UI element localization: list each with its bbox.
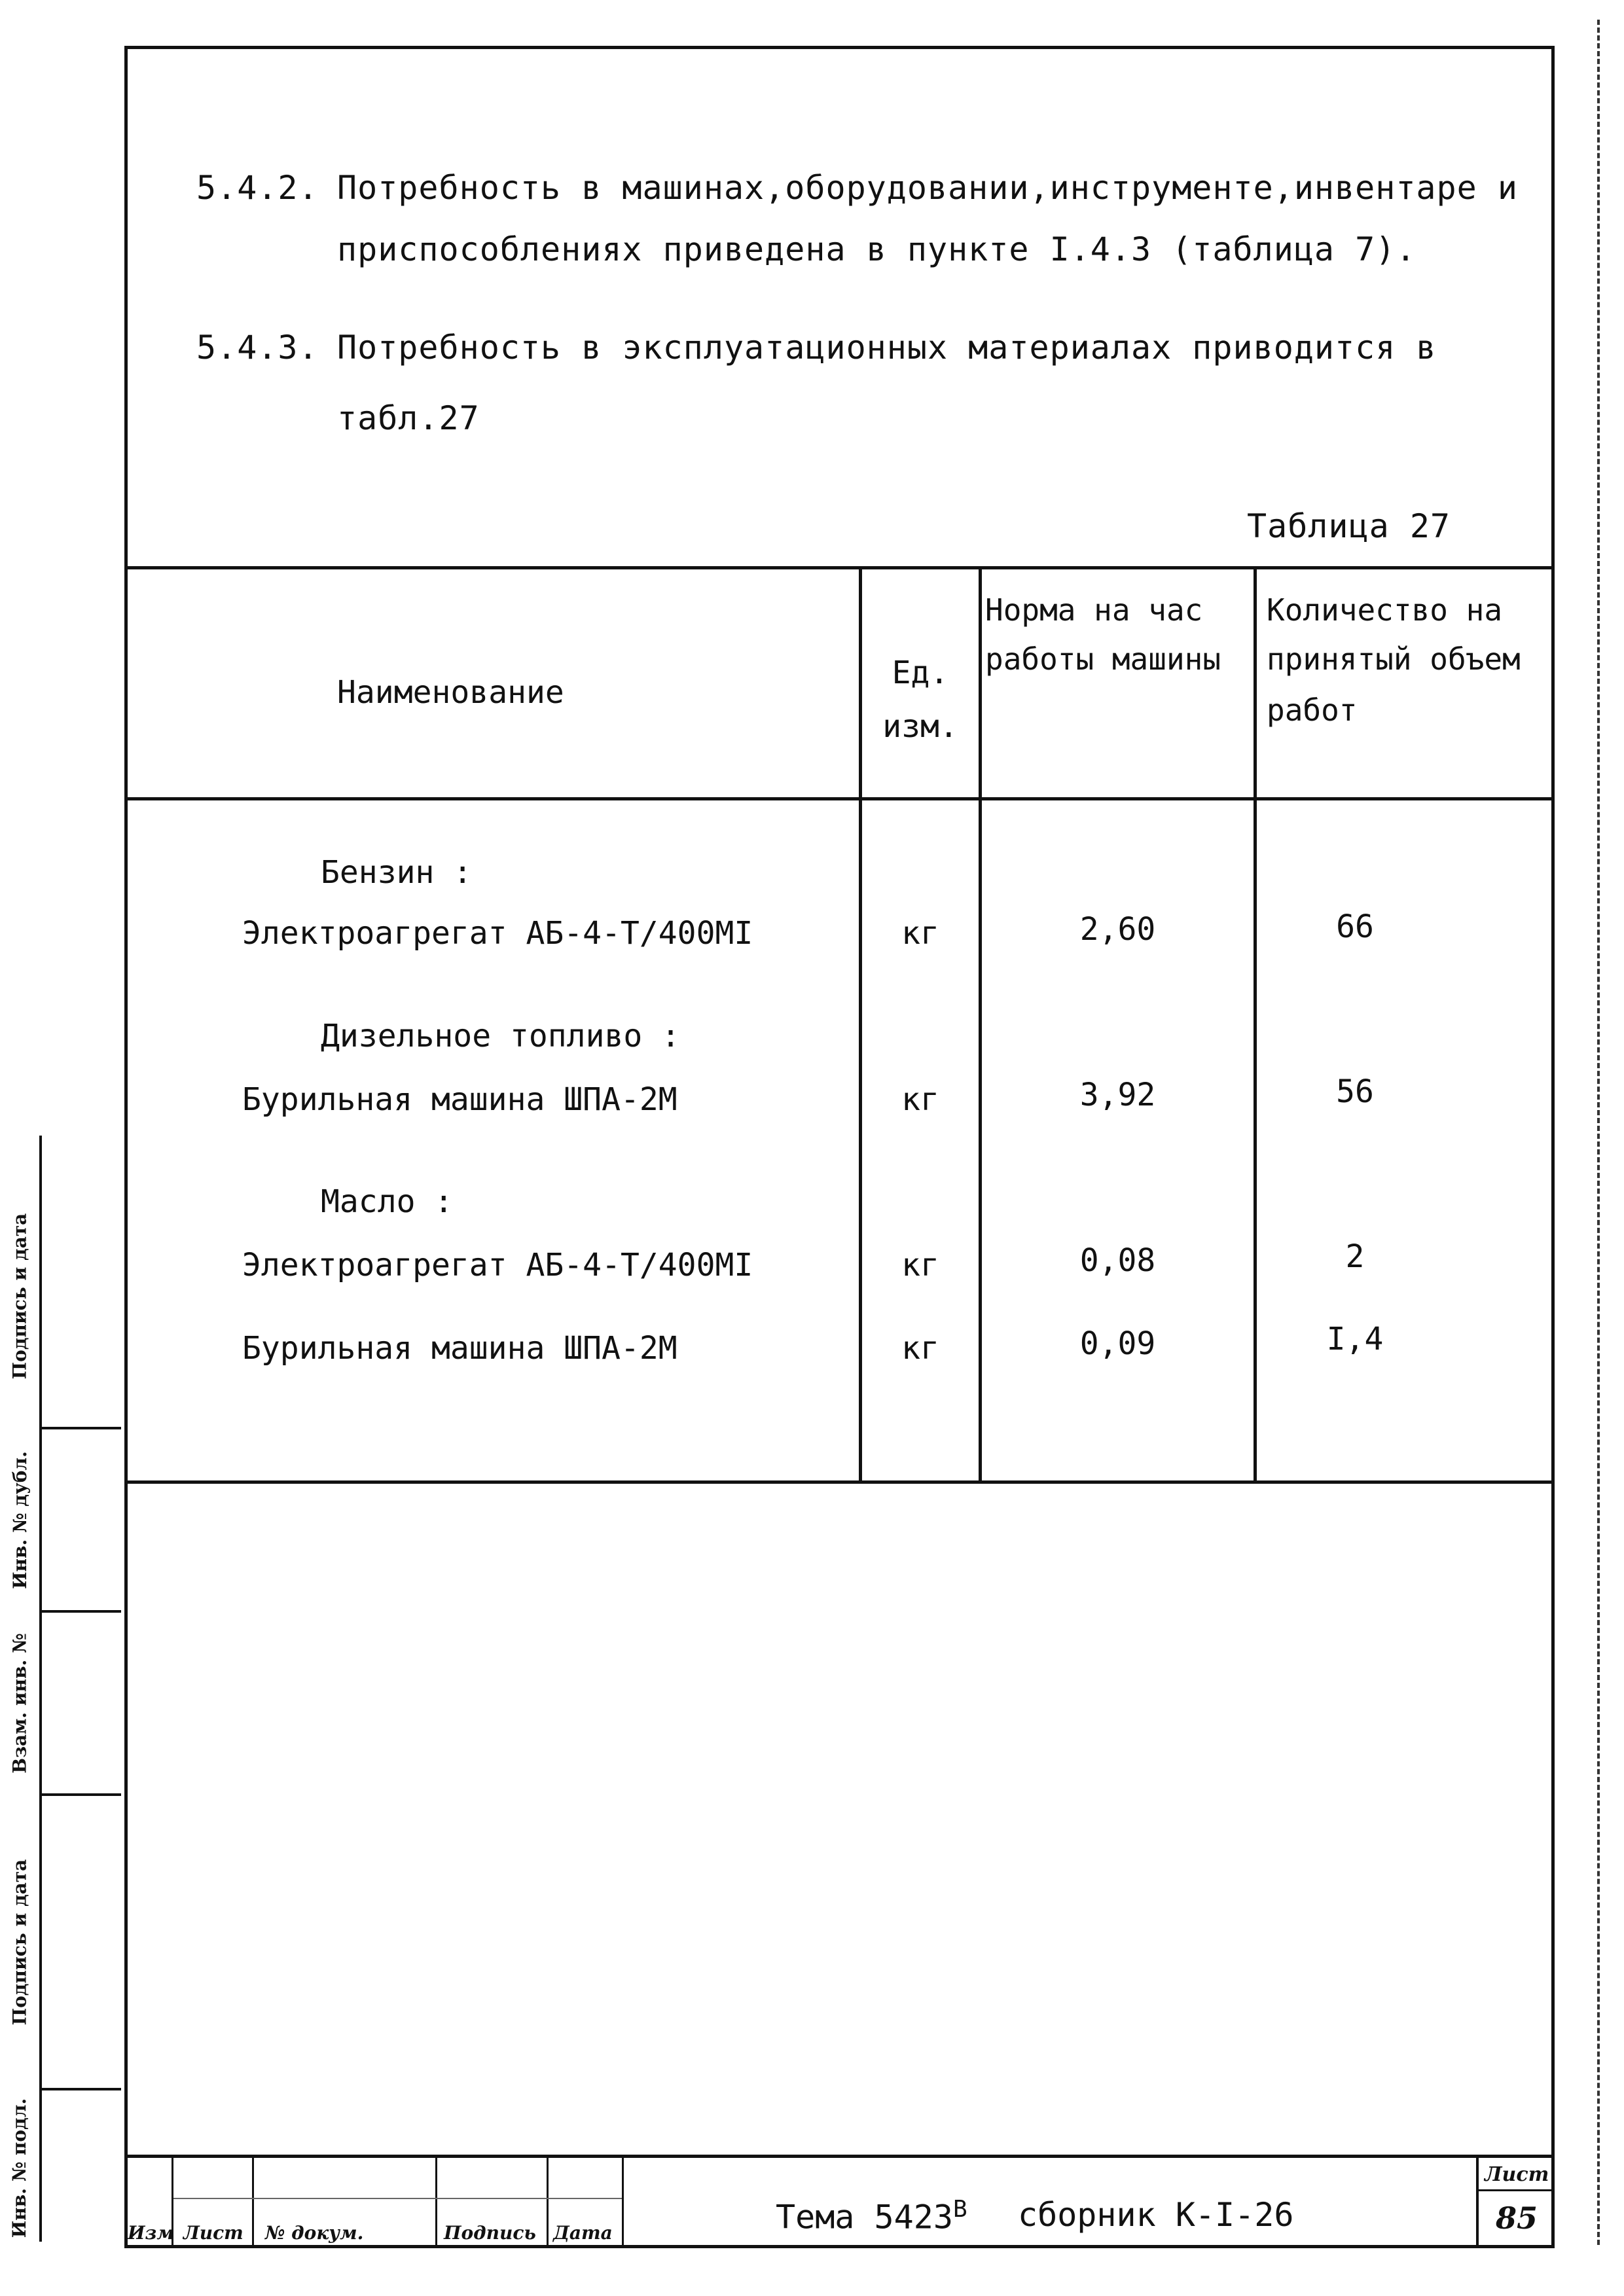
label-date: Дата [553, 2222, 613, 2244]
label-sign: Подпись [444, 2222, 536, 2244]
header-name: Наименование [337, 674, 564, 711]
label-list: Лист [183, 2222, 244, 2244]
row-norm: 0,08 [1079, 1242, 1156, 1279]
title-block-col [252, 2158, 254, 2245]
header-qty-line1: Количество на [1267, 592, 1503, 628]
group-label: Масло : [321, 1183, 454, 1220]
label-izm: Изм [128, 2222, 174, 2244]
title-block-top-border [124, 2155, 1555, 2158]
side-stamp-divider [39, 2088, 121, 2090]
side-stamp-cell [0, 1613, 39, 1793]
side-stamp-divider [39, 1610, 121, 1613]
header-norm-line1: Норма на час [985, 592, 1203, 628]
collection-label: сборник К-I-26 [1018, 2196, 1294, 2234]
side-stamp-cell [0, 1165, 39, 1427]
tema-text: Тема 5423 [776, 2198, 953, 2236]
cut-line [1597, 20, 1600, 2245]
side-stamp-cell [0, 1796, 39, 2088]
sheet-label: Лист [1485, 2163, 1549, 2186]
row-norm: 3,92 [1079, 1077, 1156, 1113]
paragraph-5-4-2-line2: приспособлениях приведена в пункте I.4.3 (таблица 7). [337, 230, 1416, 268]
side-stamp-label: Инв. № дубл. [9, 1450, 31, 1589]
side-stamp-divider [39, 1427, 121, 1429]
side-stamp-divider [39, 1793, 121, 1796]
row-norm: 0,09 [1079, 1325, 1156, 1362]
side-stamp-label: Подпись и дата [9, 1213, 31, 1379]
row-name: Электроагрегат АБ-4-Т/400МI [242, 1247, 753, 1283]
side-stamp-label: Инв. № подл. [9, 2098, 31, 2238]
paragraph-5-4-3-number: 5.4.3. [196, 329, 319, 367]
sheet-number: 85 [1495, 2200, 1538, 2236]
side-stamp-label: Подпись и дата [9, 1859, 31, 2025]
row-name: Электроагрегат АБ-4-Т/400МI [242, 915, 753, 952]
group-label: Дизельное топливо : [321, 1018, 681, 1054]
row-qty: 66 [1336, 908, 1374, 945]
side-stamp-cell [0, 1429, 39, 1610]
row-norm: 2,60 [1079, 911, 1156, 948]
title-block-row-line [173, 2198, 622, 2199]
row-unit: кг [901, 915, 939, 952]
title-block-col [1476, 2158, 1479, 2245]
sheet-label-divider [1476, 2189, 1555, 2191]
paragraph-5-4-2-number: 5.4.2. [196, 169, 319, 207]
paragraph-5-4-3-line1: Потребность в эксплуатационных материалах приводится в [337, 329, 1437, 367]
header-norm-line2: работы машины [985, 641, 1221, 677]
side-stamp-label: Взам. инв. № [9, 1632, 31, 1774]
side-stamp-cell [0, 2090, 39, 2245]
table-bottom-border [124, 1480, 1555, 1484]
drawing-frame [124, 46, 1555, 2248]
paragraph-5-4-3-line2: табл.27 [337, 399, 480, 437]
header-unit-line2: изм. [882, 708, 958, 745]
row-unit: кг [901, 1330, 939, 1367]
table-top-border [124, 566, 1555, 569]
row-qty: 2 [1345, 1238, 1365, 1275]
row-qty: I,4 [1326, 1321, 1384, 1357]
header-unit-line1: Ед. [892, 655, 949, 691]
header-qty-line3: работ [1267, 692, 1358, 728]
side-stamp-border [39, 1136, 42, 2242]
table-caption: Таблица 27 [1247, 507, 1451, 545]
tema-label [776, 2196, 967, 2236]
title-block-col [435, 2158, 437, 2245]
row-unit: кг [901, 1081, 939, 1118]
header-qty-line2: принятый объем [1267, 641, 1521, 677]
label-doc: № докум. [265, 2222, 364, 2244]
paragraph-5-4-2-line1: Потребность в машинах,оборудовании,инструменте,инвентаре и [337, 169, 1518, 207]
group-label: Бензин : [321, 854, 473, 891]
tema-superscript: В [952, 2196, 967, 2223]
table-header-divider [124, 797, 1555, 800]
title-block-col [547, 2158, 549, 2245]
row-name: Бурильная машина ШПА-2М [242, 1081, 677, 1118]
row-qty: 56 [1336, 1073, 1374, 1110]
row-unit: кг [901, 1247, 939, 1283]
row-name: Бурильная машина ШПА-2М [242, 1330, 677, 1367]
title-block-col [622, 2158, 624, 2245]
